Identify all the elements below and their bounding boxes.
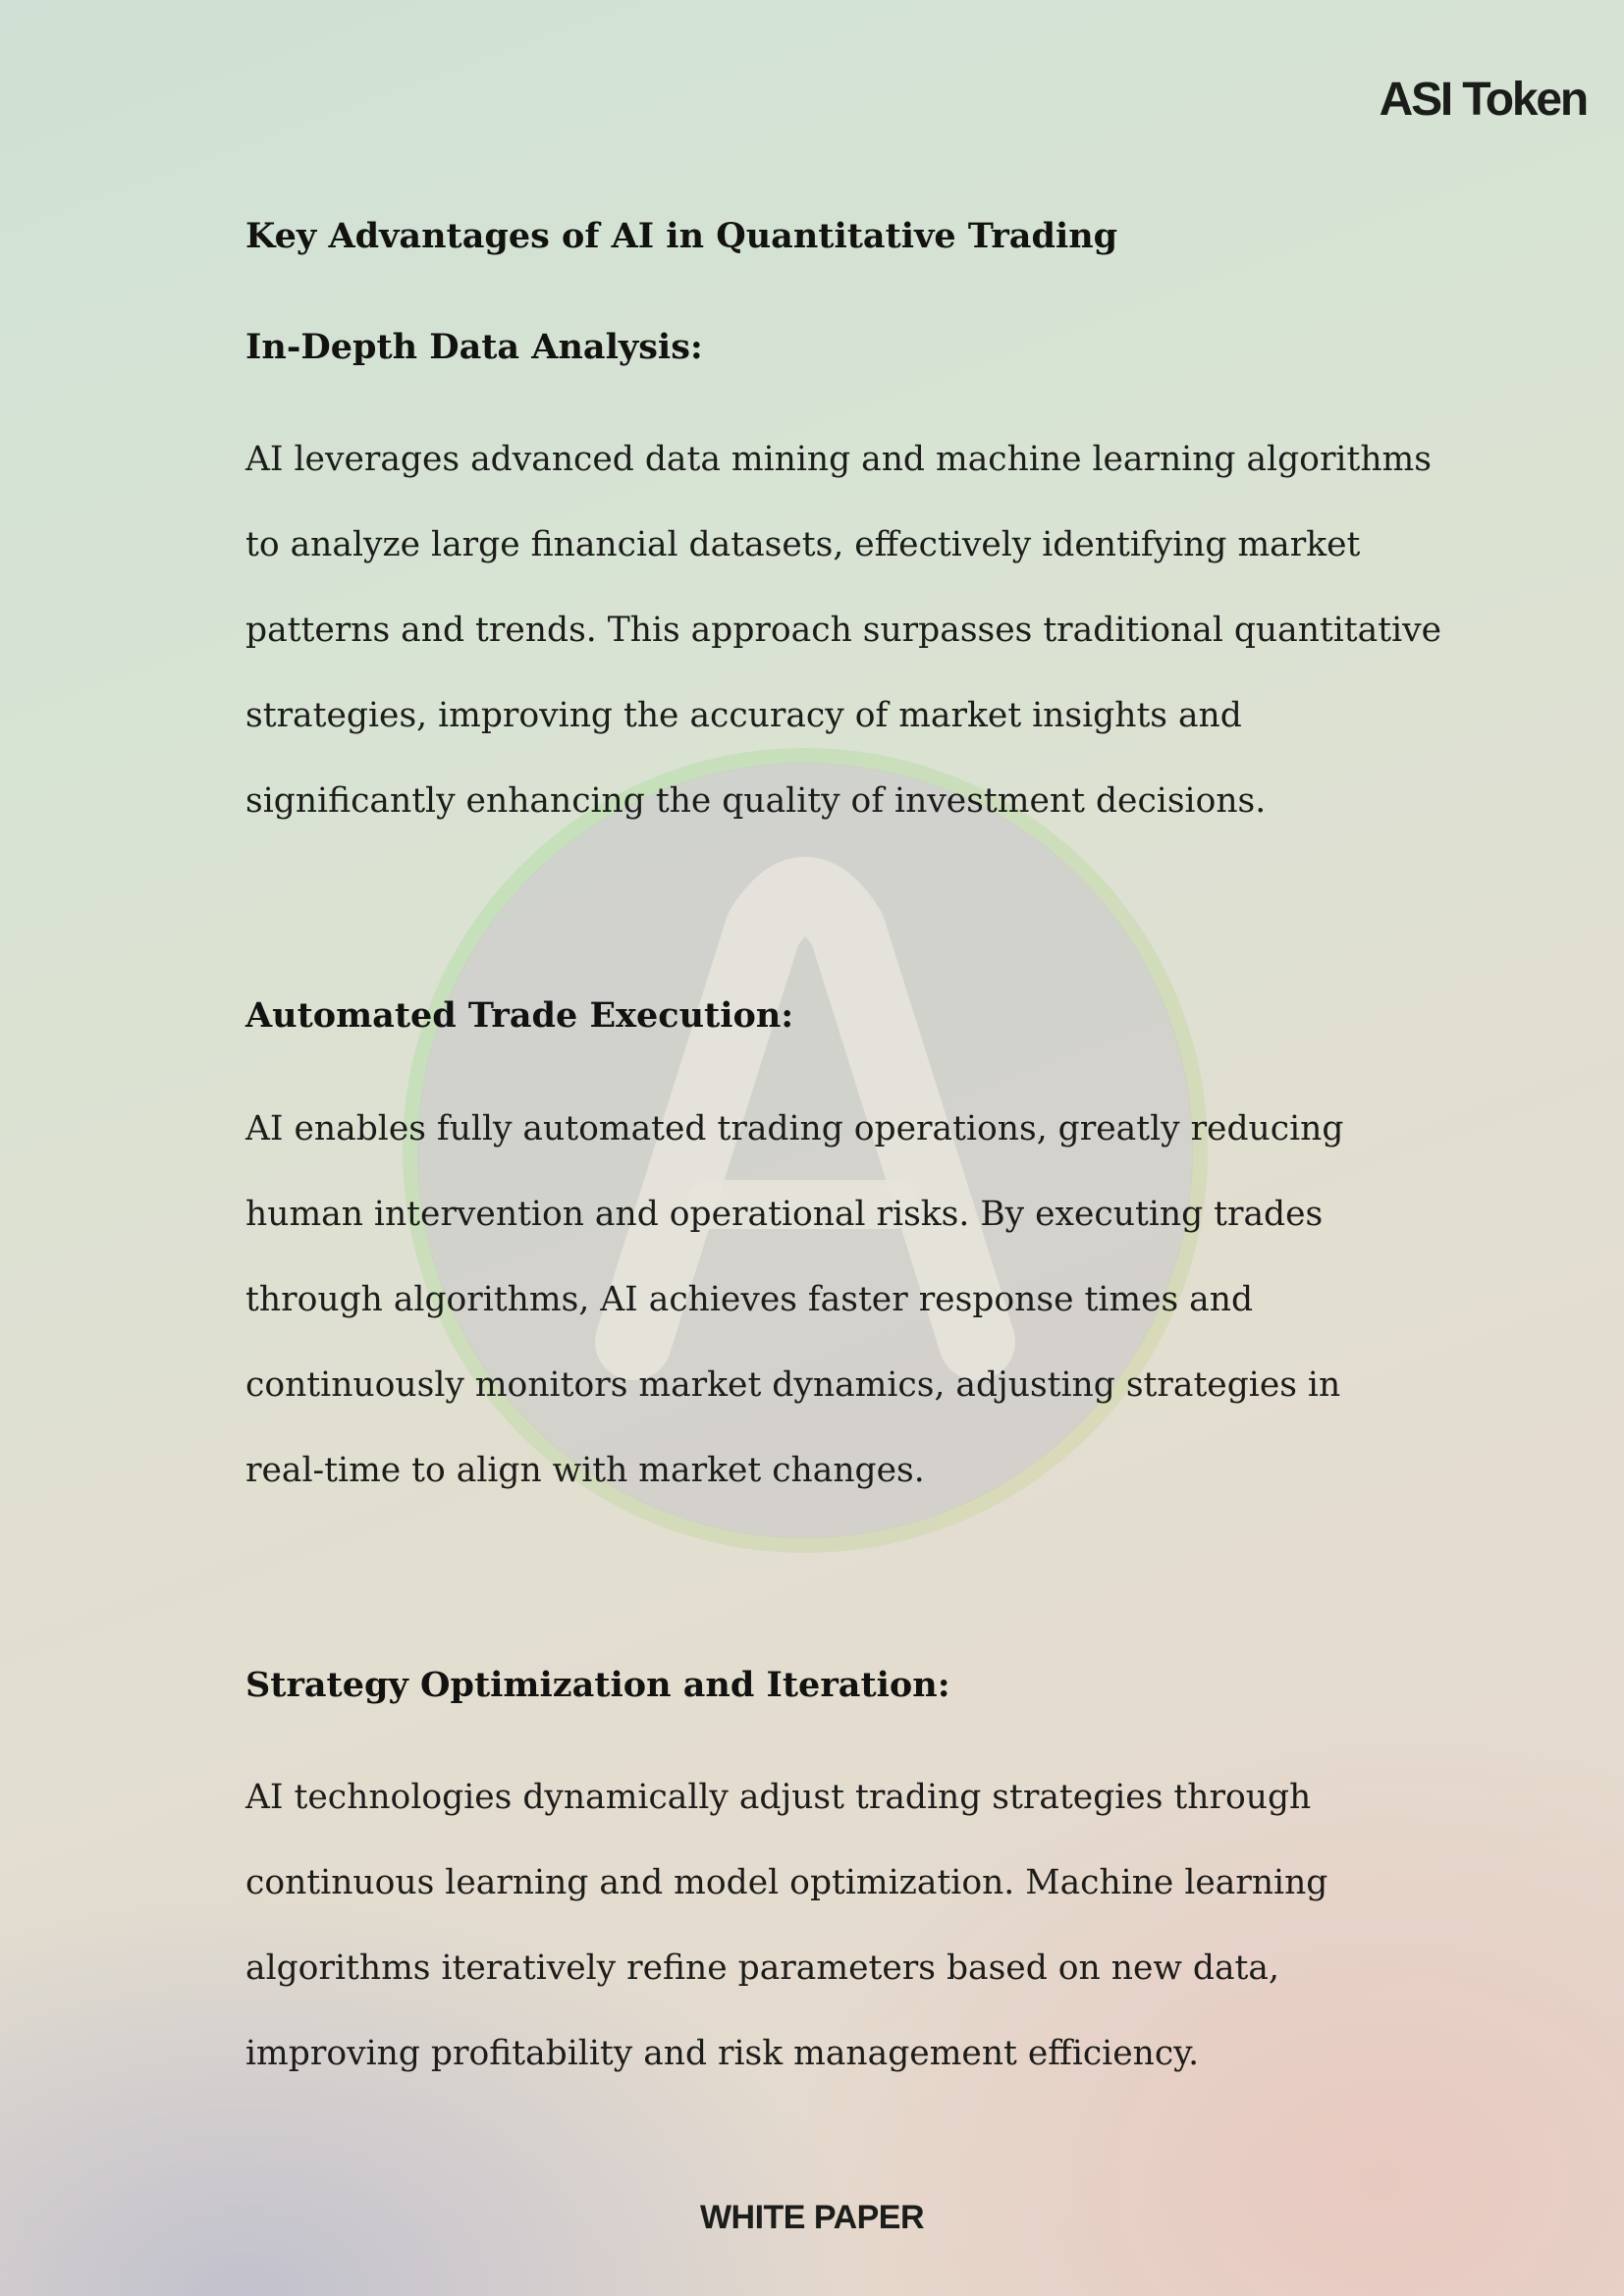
paragraph-line: through algorithms, AI achieves faster response times and: [245, 1280, 1254, 1319]
paragraph-line: continuously monitors market dynamics, adjusting strategies in: [245, 1365, 1341, 1405]
section-heading-strategy-optimization: Strategy Optimization and Iteration:: [245, 1665, 950, 1705]
section-paragraph-trade-execution: [245, 1087, 1343, 1514]
brand-logo: ASI Token: [1379, 74, 1587, 126]
paragraph-line: patterns and trends. This approach surpasses traditional quantitative: [245, 611, 1442, 650]
paragraph-line: human intervention and operational risks. By executing trades: [245, 1195, 1324, 1234]
paragraph-line: strategies, improving the accuracy of market insights and: [245, 696, 1242, 735]
paragraph-line: algorithms iteratively refine parameters based on new data,: [245, 1949, 1279, 1988]
paragraph-line: AI leverages advanced data mining and machine learning algorithms: [245, 440, 1432, 479]
paragraph-line: to analyze large financial datasets, effectively identifying market: [245, 525, 1361, 564]
paragraph-line: AI technologies dynamically adjust trading strategies through: [245, 1778, 1312, 1817]
section-heading-data-analysis: In-Depth Data Analysis:: [245, 327, 703, 367]
section-heading-trade-execution: Automated Trade Execution:: [245, 995, 794, 1036]
page-title: Key Advantages of AI in Quantitative Trading: [245, 216, 1118, 256]
section-paragraph-data-analysis: [245, 417, 1441, 844]
paragraph-line: improving profitability and risk management efficiency.: [245, 2034, 1200, 2073]
paragraph-line: significantly enhancing the quality of investment decisions.: [245, 781, 1267, 821]
paragraph-line: continuous learning and model optimization. Machine learning: [245, 1863, 1328, 1902]
paragraph-line: real-time to align with market changes.: [245, 1451, 925, 1490]
footer-label: WHITE PAPER: [699, 2199, 925, 2236]
section-paragraph-strategy-optimization: [245, 1755, 1327, 2097]
paragraph-line: AI enables fully automated trading operations, greatly reducing: [245, 1109, 1344, 1148]
